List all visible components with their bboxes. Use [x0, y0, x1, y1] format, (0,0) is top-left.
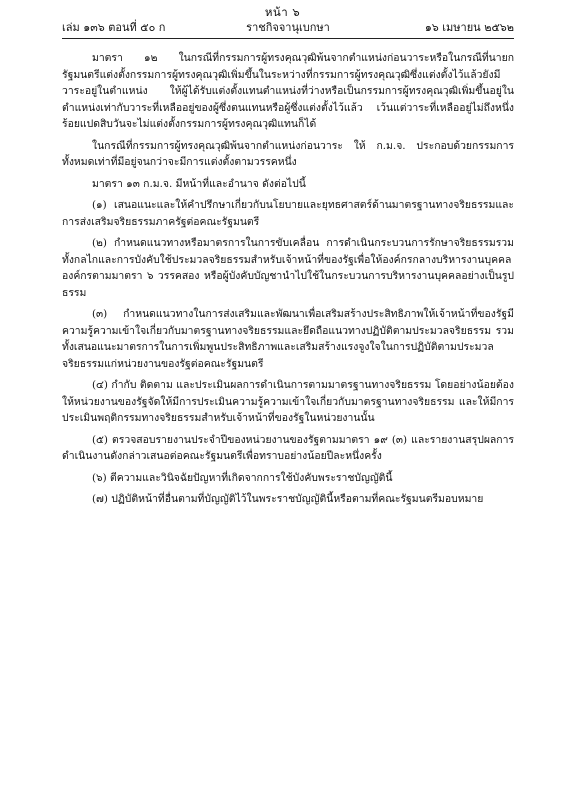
gazette-header	[62, 18, 514, 36]
duty-item-6: (๖) ตีความและวินิจฉัยปัญหาที่เกิดจากการใช้บังคับพระราชบัญญัตินี้	[92, 471, 393, 484]
gazette-title: ราชกิจจานุเบกษา	[246, 21, 330, 34]
header-divider	[62, 38, 514, 39]
duty-item-7: (๗) ปฏิบัติหน้าที่อื่นตามที่บัญญัติไว้ในพระราชบัญญัตินี้หรือตามที่คณะรัฐมนตรีมอบหมาย	[92, 493, 484, 505]
volume-issue: เล่ม ๑๓๖ ตอนที่ ๕๐ ก	[62, 21, 166, 34]
duty-item-4: (๔) กำกับ ติดตาม และประเมินผลการดำเนินการตามมาตรฐานทางจริยธรรม โดยอย่างน้อยต้องให้หน่วยงานของรัฐจัดให้มีการประเมินความรู้ความเข้าใจเกี่ยวกับมาตรฐานทางจริยธรรม และให้มีการประเมินพฤติกรรมทางจริยธรรมสำหรับเจ้าหน้าที่ของรัฐในหน่วยงานนั้น	[62, 379, 514, 424]
section-12-second-paragraph: ในกรณีที่กรรมการผู้ทรงคุณวุฒิพ้นจากตำแหน่งก่อนวาระ ให้ ก.ม.จ. ประกอบด้วยกรรมการทั้งหมดเท่าที่มีอยู่จนกว่าจะมีการแต่งตั้งตามวรรคหนึ่ง	[62, 139, 514, 168]
document-body	[62, 50, 514, 513]
duty-item-1: (๑) เสนอแนะและให้คำปรึกษาเกี่ยวกับนโยบายและยุทธศาสตร์ด้านมาตรฐานทางจริยธรรมและการส่งเสริมจริยธรรมภาครัฐต่อคณะรัฐมนตรี	[62, 199, 514, 228]
section-12-paragraph: มาตรา ๑๒ ในกรณีที่กรรมการผู้ทรงคุณวุฒิพ้นจากตำแหน่งก่อนวาระหรือในกรณีที่นายกรัฐมนตรีแต่งตั้งกรรมการผู้ทรงคุณวุฒิเพิ่มขึ้นในระหว่างที่กรรมการผู้ทรงคุณวุฒิซึ่งแต่งตั้งไว้แล้วยังมีวาระอยู่ในตำแหน่ง ให้ผู้ได้รับแต่งตั้งแทนตำแหน่งที่ว่างหรือเป็นกรรมการผู้ทรงคุณวุฒิเพิ่มขึ้นอยู่ในตำแหน่งเท่ากับวาระที่เหลืออยู่ของผู้ซึ่งตนแทนหรือผู้ซึ่งแต่งตั้งไว้แล้ว เว้นแต่วาระที่เหลืออยู่ไม่ถึงหนึ่งร้อยแปดสิบวันจะไม่แต่งตั้งกรรมการผู้ทรงคุณวุฒิแทนก็ได้	[62, 52, 514, 130]
duty-item-5: (๕) ตรวจสอบรายงานประจำปีของหน่วยงานของรัฐตามมาตรา ๑๙ (๓) และรายงานสรุปผลการดำเนินงานดังกล่าวเสนอต่อคณะรัฐมนตรีเพื่อทราบอย่างน้อยปีละหนึ่งครั้ง	[62, 433, 514, 462]
page-number: หน้า ๖	[264, 5, 301, 19]
publication-date: ๑๖ เมษายน ๒๕๖๒	[424, 21, 514, 34]
duty-item-3: (๓) กำหนดแนวทางในการส่งเสริมและพัฒนาเพื่อเสริมสร้างประสิทธิภาพให้เจ้าหน้าที่ของรัฐมีความรู้ความเข้าใจเกี่ยวกับมาตรฐานทางจริยธรรมและยึดถือแนวทางปฏิบัติตามประมวลจริยธรรม รวมทั้งเสนอแนะมาตรการในการเพิ่มพูนประสิทธิภาพและเสริมสร้างแรงจูงใจในการปฏิบัติตามประมวลจริยธรรมแก่หน่วยงานของรัฐต่อคณะรัฐมนตรี	[62, 308, 514, 370]
section-13-heading: มาตรา ๑๓ ก.ม.จ. มีหน้าที่และอำนาจ ดังต่อไปนี้	[92, 177, 306, 190]
duty-item-2: (๒) กำหนดแนวทางหรือมาตรการในการขับเคลื่อน การดำเนินกระบวนการรักษาจริยธรรมรวมทั้งกลไกและการบังคับใช้ประมวลจริยธรรมสำหรับเจ้าหน้าที่ของรัฐเพื่อให้องค์กรกลางบริหารงานบุคคล องค์กรตามมาตรา ๖ วรรคสอง หรือผู้บังคับบัญชานำไปใช้ในกระบวนการบริหารงานบุคคลอย่างเป็นรูปธรรม	[62, 237, 514, 299]
